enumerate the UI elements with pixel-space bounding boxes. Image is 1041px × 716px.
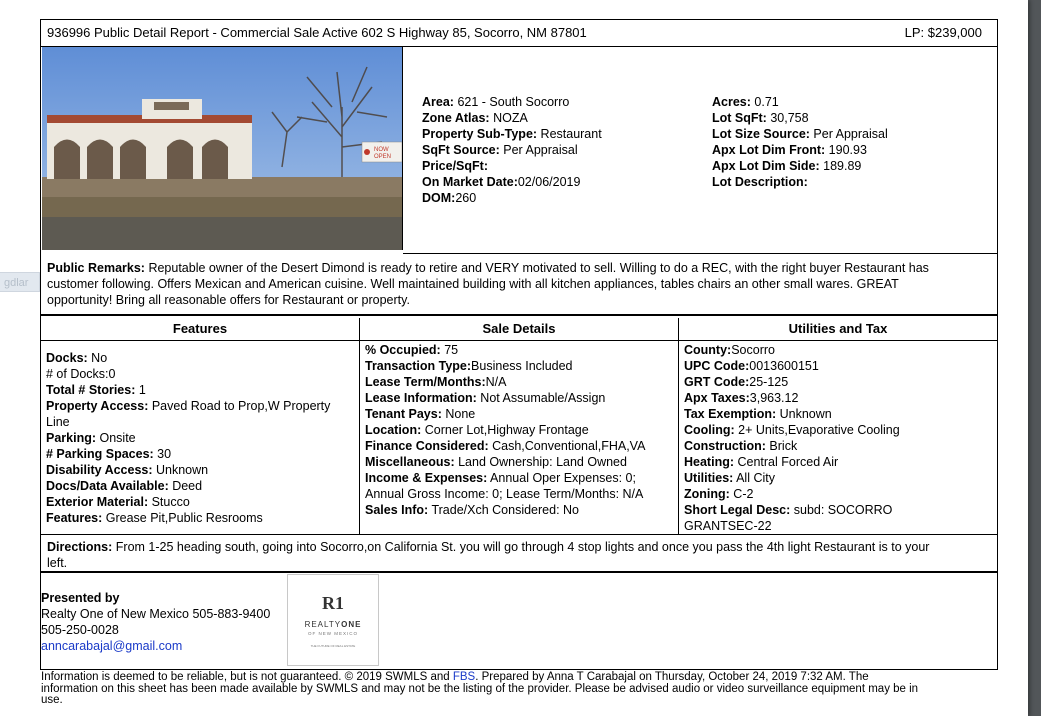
feature-field-label: Property Access: <box>46 399 149 413</box>
utility-field <box>684 438 992 454</box>
sale-field <box>365 342 673 358</box>
feature-field <box>46 446 354 462</box>
summary-field-value: 189.89 <box>819 159 862 173</box>
logo-tagline: THE FUTURE OF REAL ESTATE <box>310 644 356 648</box>
utility-field <box>684 422 992 438</box>
sale-field <box>365 358 673 374</box>
utility-field-label: GRT Code: <box>684 375 750 389</box>
summary-field <box>422 158 602 174</box>
utility-field-value: All City <box>733 471 775 485</box>
utility-field <box>684 454 992 470</box>
sale-field-value: Annual Oper Expenses: 0; <box>487 471 636 485</box>
report-title: 936996 Public Detail Report - Commercial Sale Active 602 S Highway 85, Socorro, NM 87801 <box>47 25 587 40</box>
sale-field-label: Finance Considered: <box>365 439 489 453</box>
sale-field <box>365 406 673 422</box>
summary-field-value: 0.71 <box>750 95 779 109</box>
agent-email-link[interactable]: anncarabajal@gmail.com <box>41 639 183 653</box>
feature-field-value: Unknown <box>152 463 209 477</box>
sale-field-value: Not Assumable/Assign <box>476 391 606 405</box>
feature-field-value: Onsite <box>96 431 136 445</box>
utility-field <box>684 374 992 390</box>
utility-field-label: Tax Exemption: <box>684 407 777 421</box>
utility-field <box>684 342 992 358</box>
summary-field <box>422 94 602 110</box>
summary-field-label: SqFt Source: <box>422 143 500 157</box>
summary-field-label: Apx Lot Dim Front: <box>712 143 826 157</box>
summary-field <box>422 174 602 190</box>
agent-phone: 505-250-0028 <box>41 623 119 637</box>
remarks-line-2: customer following. Offers Mexican and American cuisine. Well maintained building with all kitchen appliances, tables chairs an other small wares. GREAT <box>47 277 899 291</box>
utilities-heading: Utilities and Tax <box>679 318 997 341</box>
sign-text-now: NOW <box>374 147 389 153</box>
summary-field-label: On Market Date: <box>422 175 518 189</box>
feature-field <box>46 494 354 510</box>
public-remarks <box>41 254 997 316</box>
sale-field-label: % Occupied: <box>365 343 441 357</box>
feature-field <box>46 366 354 382</box>
summary-field <box>712 126 888 142</box>
summary-field-label: Area: <box>422 95 454 109</box>
feature-field-label: Docs/Data Available: <box>46 479 169 493</box>
sale-field <box>365 422 673 438</box>
summary-field-value: Per Appraisal <box>499 143 578 157</box>
feature-field-value: Line <box>46 415 70 429</box>
sale-field-value: N/A <box>485 375 507 389</box>
feature-field-value: Grease Pit,Public Resrooms <box>102 511 263 525</box>
utility-field-label: Apx Taxes: <box>684 391 750 405</box>
utility-field-label: Short Legal Desc: <box>684 503 791 517</box>
feature-field <box>46 510 354 526</box>
summary-field-label: Zone Atlas: <box>422 111 490 125</box>
features-column <box>41 318 359 534</box>
svg-text:REALTYONE <box>305 620 362 629</box>
summary-field-label: Price/SqFt: <box>422 159 488 173</box>
sale-field <box>365 390 673 406</box>
summary-field <box>712 94 888 110</box>
fbs-link[interactable]: FBS <box>452 671 476 683</box>
summary-field-label: Acres: <box>712 95 751 109</box>
property-summary <box>403 47 997 254</box>
utility-field-value: Socorro <box>731 343 775 357</box>
summary-field-value: 190.93 <box>825 143 867 157</box>
summary-right-column <box>712 94 888 190</box>
summary-field-label: Property Sub-Type: <box>422 127 538 141</box>
utility-field-value: 0013600151 <box>749 359 819 373</box>
utility-field-label: County: <box>684 343 732 357</box>
directions-label: Directions: <box>47 540 113 554</box>
summary-left-column <box>422 94 602 206</box>
sale-field <box>365 502 673 518</box>
sale-field-label: Location: <box>365 423 422 437</box>
summary-field-value: 621 - South Socorro <box>453 95 570 109</box>
utility-field-label: UPC Code: <box>684 359 750 373</box>
feature-field-label: Docks: <box>46 351 88 365</box>
feature-field-value: Deed <box>168 479 203 493</box>
summary-field-value: 260 <box>455 191 477 205</box>
utility-field-value: Brick <box>765 439 798 453</box>
utility-field-value: GRANTSEC-22 <box>684 519 772 533</box>
summary-field <box>422 126 602 142</box>
sale-field <box>365 454 673 470</box>
feature-field <box>46 398 354 414</box>
summary-field-label: Lot Size Source: <box>712 127 810 141</box>
summary-field-value: 30,758 <box>766 111 809 125</box>
sign-text-open: OPEN <box>374 154 392 160</box>
sale-field-label: Transaction Type: <box>365 359 472 373</box>
sale-details-heading: Sale Details <box>360 318 678 341</box>
sale-field-label: Sales Info: <box>365 503 429 517</box>
disclaimer-footer <box>41 672 1001 707</box>
logo-name-a: REALTY <box>304 620 342 629</box>
utility-field <box>684 502 992 518</box>
report-header <box>41 20 997 47</box>
summary-field <box>712 142 888 158</box>
summary-field <box>712 174 888 190</box>
sale-field-value: Annual Gross Income: 0; Lease Term/Months: N/A <box>365 487 644 501</box>
utility-field-value: 3,963.12 <box>749 391 799 405</box>
sale-field-value: Corner Lot,Highway Frontage <box>421 423 589 437</box>
sale-field-label: Lease Information: <box>365 391 477 405</box>
utility-field <box>684 518 992 534</box>
remarks-label: Public Remarks: <box>47 261 145 275</box>
utility-field-label: Heating: <box>684 455 734 469</box>
features-heading: Features <box>41 318 359 341</box>
property-photo <box>42 47 403 250</box>
feature-field-value: 30 <box>153 447 172 461</box>
sale-field-label: Lease Term/Months: <box>365 375 486 389</box>
summary-field-label: Apx Lot Dim Side: <box>712 159 820 173</box>
details-table <box>41 318 997 535</box>
sale-field-value: Trade/Xch Considered: No <box>428 503 579 517</box>
utility-field-label: Cooling: <box>684 423 735 437</box>
utility-field <box>684 486 992 502</box>
feature-field-value: Paved Road to Prop,W Property <box>148 399 331 413</box>
sale-field-value: 75 <box>440 343 459 357</box>
summary-field-value: 02/06/2019 <box>517 175 581 189</box>
utilities-column <box>679 318 997 534</box>
feature-field <box>46 382 354 398</box>
feature-field <box>46 462 354 478</box>
feature-field-value: Stucco <box>148 495 190 509</box>
feature-field-value: 1 <box>135 383 146 397</box>
utility-field-value: Unknown <box>776 407 832 421</box>
footer-line-3: use. <box>41 694 63 706</box>
sale-field-value: None <box>441 407 476 421</box>
summary-field <box>712 158 888 174</box>
brokerage-logo <box>287 574 379 666</box>
utility-field-label: Utilities: <box>684 471 734 485</box>
sale-field <box>365 486 673 502</box>
summary-field-label: DOM: <box>422 191 456 205</box>
utility-field-value: 2+ Units,Evaporative Cooling <box>734 423 900 437</box>
remarks-line-1: Reputable owner of the Desert Dimond is ready to retire and VERY motivated to sell. Willing to do a REC, with the right buyer Restaurant has <box>144 261 929 275</box>
feature-field-label: # Parking Spaces: <box>46 447 154 461</box>
summary-field <box>422 190 602 206</box>
presented-by <box>41 590 270 654</box>
sale-field <box>365 374 673 390</box>
feature-field-label: Total # Stories: <box>46 383 136 397</box>
feature-field-value: # of Docks:0 <box>46 367 116 381</box>
sale-field <box>365 470 673 486</box>
summary-field-value: Per Appraisal <box>809 127 888 141</box>
sale-field-label: Tenant Pays: <box>365 407 442 421</box>
utility-field <box>684 470 992 486</box>
remarks-line-3: opportunity! Bring all reasonable offers for Restaurant or property. <box>47 293 410 307</box>
utility-field-value: 25-125 <box>749 375 789 389</box>
sale-field-value: Business Included <box>471 359 573 373</box>
summary-field <box>712 110 888 126</box>
sale-details-column <box>360 318 678 534</box>
utility-field-label: Zoning: <box>684 487 730 501</box>
summary-field-label: Lot SqFt: <box>712 111 767 125</box>
directions-line-2: left. <box>47 556 68 570</box>
logo-name-b: ONE <box>341 620 362 629</box>
feature-field-label: Parking: <box>46 431 97 445</box>
utility-field <box>684 390 992 406</box>
feature-field-label: Features: <box>46 511 103 525</box>
feature-field-label: Disability Access: <box>46 463 153 477</box>
sale-field-value: Cash,Conventional,FHA,VA <box>488 439 646 453</box>
feature-field-value: No <box>87 351 108 365</box>
utility-field <box>684 406 992 422</box>
sale-field-value: Land Ownership: Land Owned <box>454 455 627 469</box>
detail-report <box>40 19 998 670</box>
utility-field <box>684 358 992 374</box>
sale-field-label: Income & Expenses: <box>365 471 488 485</box>
feature-field <box>46 430 354 446</box>
summary-field-value: NOZA <box>489 111 528 125</box>
logo-subtitle: OF NEW MEXICO <box>308 631 358 636</box>
directions <box>41 535 997 573</box>
feature-field <box>46 350 354 366</box>
feature-field <box>46 414 354 430</box>
sale-field <box>365 438 673 454</box>
logo-mark: R1 <box>322 593 344 613</box>
summary-field <box>422 142 602 158</box>
feature-field <box>46 478 354 494</box>
footer-line-2: information on this sheet has been made available by SWMLS and may not be the listing of the provider. Please be advised audio or video surveillance equipment may be in <box>41 682 919 695</box>
footer-text-1: Information is deemed to be reliable, but is not guaranteed. © 2019 SWMLS and <box>41 671 453 683</box>
presented-label: Presented by <box>41 591 120 605</box>
list-price: LP: $239,000 <box>904 25 982 40</box>
summary-field-label: Lot Description: <box>712 175 808 189</box>
utility-field-value: Central Forced Air <box>734 455 839 469</box>
utility-field-value: subd: SOCORRO <box>790 503 893 517</box>
directions-line-1: From 1-25 heading south, going into Socorro,on California St. you will go through 4 stop lights and once you pass the 4th light Restaurant is to your <box>112 540 930 554</box>
summary-field-value: Restaurant <box>537 127 602 141</box>
sale-field-label: Miscellaneous: <box>365 455 455 469</box>
summary-field <box>422 110 602 126</box>
utility-field-label: Construction: <box>684 439 766 453</box>
footer-text-2: . Prepared by Anna T Carabajal on Thursday, October 24, 2019 7:32 AM. The <box>475 671 869 683</box>
feature-field-label: Exterior Material: <box>46 495 149 509</box>
background-tab: gdlar <box>0 272 40 292</box>
office-name: Realty One of New Mexico 505-883-9400 <box>41 607 271 621</box>
utility-field-value: C-2 <box>729 487 754 501</box>
